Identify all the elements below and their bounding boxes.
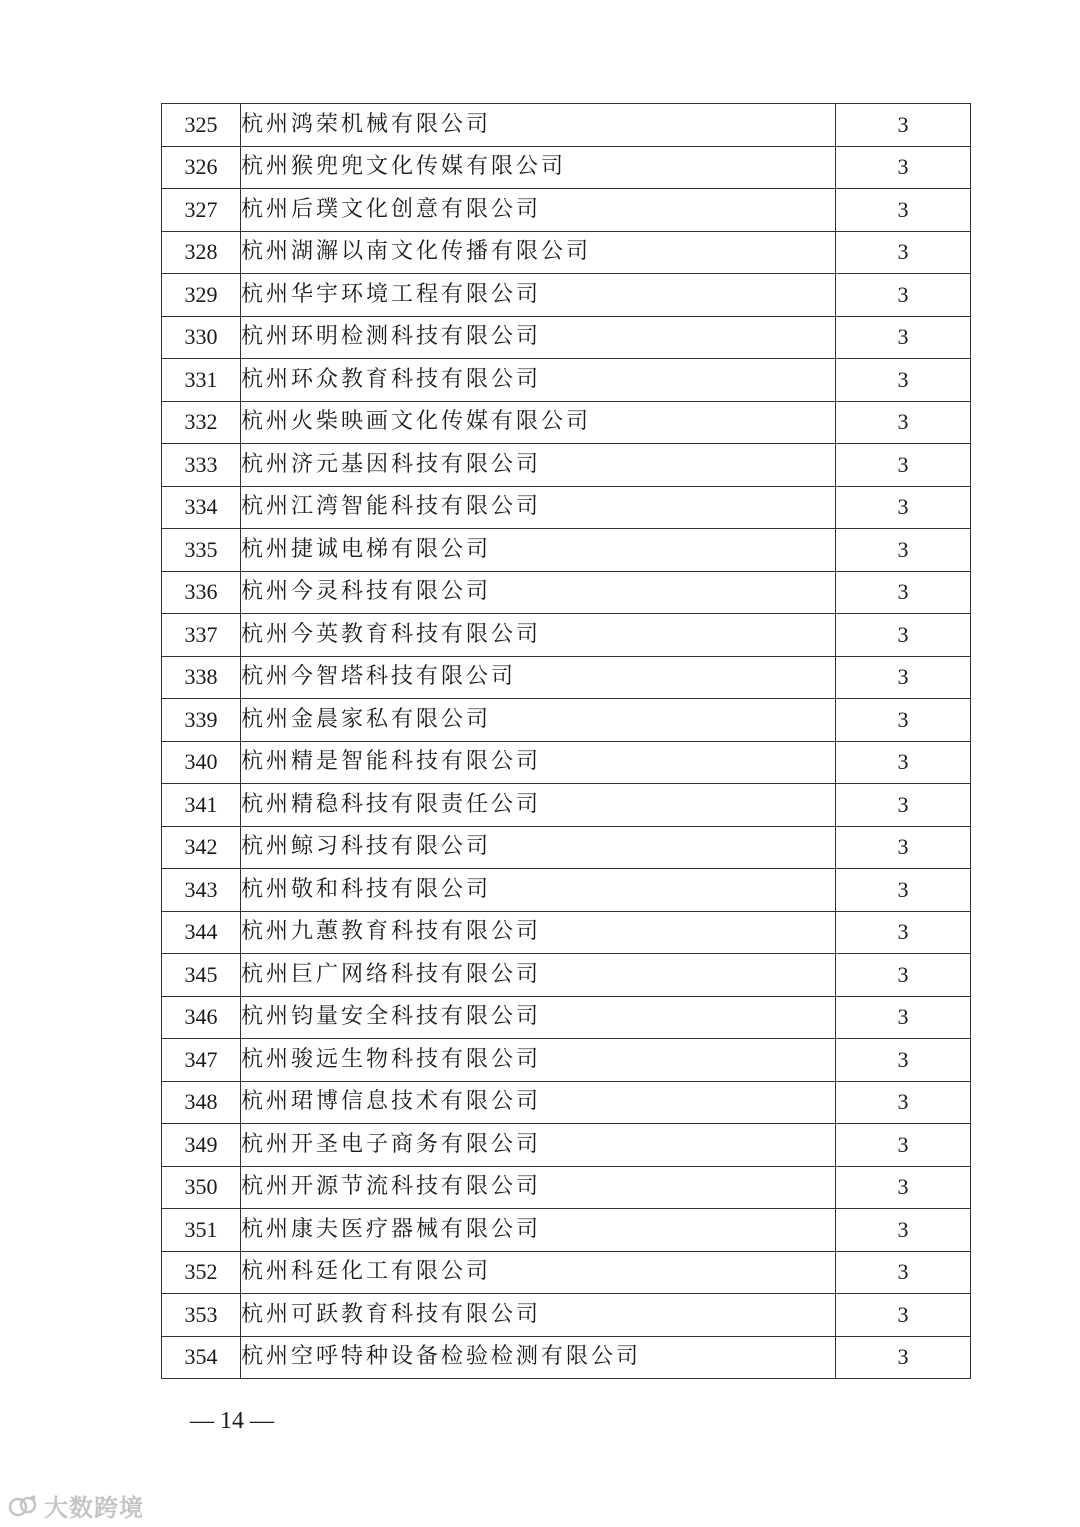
table-row — [162, 274, 971, 317]
row-value: 3 — [836, 699, 971, 742]
row-value: 3 — [836, 614, 971, 657]
table-row — [162, 1081, 971, 1124]
company-name: 杭州湖澥以南文化传播有限公司 — [241, 231, 836, 274]
company-name: 杭州江湾智能科技有限公司 — [241, 486, 836, 529]
company-name: 杭州康夫医疗器械有限公司 — [241, 1209, 836, 1252]
table-row — [162, 954, 971, 997]
table-row — [162, 231, 971, 274]
company-name: 杭州开圣电子商务有限公司 — [241, 1124, 836, 1167]
row-value: 3 — [836, 104, 971, 147]
row-number: 352 — [162, 1251, 241, 1294]
row-number: 339 — [162, 699, 241, 742]
table-row — [162, 826, 971, 869]
company-name: 杭州科廷化工有限公司 — [241, 1251, 836, 1294]
table-row — [162, 486, 971, 529]
row-value: 3 — [836, 146, 971, 189]
company-name: 杭州今英教育科技有限公司 — [241, 614, 836, 657]
row-number: 341 — [162, 784, 241, 827]
row-number: 334 — [162, 486, 241, 529]
table-row — [162, 444, 971, 487]
row-number: 348 — [162, 1081, 241, 1124]
company-name: 杭州敬和科技有限公司 — [241, 869, 836, 912]
row-number: 354 — [162, 1336, 241, 1379]
row-number: 326 — [162, 146, 241, 189]
row-number: 347 — [162, 1039, 241, 1082]
row-value: 3 — [836, 1081, 971, 1124]
table-row — [162, 529, 971, 572]
row-number: 333 — [162, 444, 241, 487]
row-number: 332 — [162, 401, 241, 444]
row-value: 3 — [836, 826, 971, 869]
table-row — [162, 614, 971, 657]
row-value: 3 — [836, 1039, 971, 1082]
table-row — [162, 146, 971, 189]
row-number: 335 — [162, 529, 241, 572]
row-value: 3 — [836, 444, 971, 487]
row-value: 3 — [836, 1166, 971, 1209]
company-name: 杭州钧量安全科技有限公司 — [241, 996, 836, 1039]
row-number: 351 — [162, 1209, 241, 1252]
company-name: 杭州济元基因科技有限公司 — [241, 444, 836, 487]
row-value: 3 — [836, 316, 971, 359]
table-row — [162, 571, 971, 614]
table-row — [162, 1294, 971, 1337]
row-value: 3 — [836, 401, 971, 444]
row-number: 349 — [162, 1124, 241, 1167]
company-name: 杭州火柴映画文化传媒有限公司 — [241, 401, 836, 444]
row-value: 3 — [836, 741, 971, 784]
company-name: 杭州珺博信息技术有限公司 — [241, 1081, 836, 1124]
company-name: 杭州骏远生物科技有限公司 — [241, 1039, 836, 1082]
company-name: 杭州今智塔科技有限公司 — [241, 656, 836, 699]
row-value: 3 — [836, 571, 971, 614]
row-number: 345 — [162, 954, 241, 997]
row-number: 338 — [162, 656, 241, 699]
row-value: 3 — [836, 1336, 971, 1379]
row-number: 331 — [162, 359, 241, 402]
row-number: 325 — [162, 104, 241, 147]
row-number: 344 — [162, 911, 241, 954]
row-value: 3 — [836, 359, 971, 402]
table-row — [162, 104, 971, 147]
table-body — [162, 104, 971, 1379]
table-row — [162, 911, 971, 954]
row-value: 3 — [836, 1124, 971, 1167]
row-value: 3 — [836, 1251, 971, 1294]
row-value: 3 — [836, 954, 971, 997]
company-name: 杭州环明检测科技有限公司 — [241, 316, 836, 359]
table-row — [162, 1336, 971, 1379]
row-value: 3 — [836, 231, 971, 274]
table-row — [162, 401, 971, 444]
row-value: 3 — [836, 1294, 971, 1337]
row-value: 3 — [836, 911, 971, 954]
row-value: 3 — [836, 869, 971, 912]
table-row — [162, 784, 971, 827]
table-row — [162, 359, 971, 402]
company-name: 杭州金晨家私有限公司 — [241, 699, 836, 742]
company-name: 杭州猴兜兜文化传媒有限公司 — [241, 146, 836, 189]
table-row — [162, 996, 971, 1039]
row-number: 330 — [162, 316, 241, 359]
company-name: 杭州九蕙教育科技有限公司 — [241, 911, 836, 954]
table-row — [162, 1209, 971, 1252]
row-number: 343 — [162, 869, 241, 912]
company-name: 杭州后璞文化创意有限公司 — [241, 189, 836, 232]
row-value: 3 — [836, 656, 971, 699]
table-row — [162, 189, 971, 232]
company-name: 杭州捷诚电梯有限公司 — [241, 529, 836, 572]
row-number: 327 — [162, 189, 241, 232]
table-row — [162, 869, 971, 912]
table-row — [162, 1166, 971, 1209]
company-name: 杭州可跃教育科技有限公司 — [241, 1294, 836, 1337]
table-row — [162, 316, 971, 359]
table-row — [162, 1251, 971, 1294]
row-number: 342 — [162, 826, 241, 869]
company-name: 杭州精稳科技有限责任公司 — [241, 784, 836, 827]
row-number: 353 — [162, 1294, 241, 1337]
company-name: 杭州精是智能科技有限公司 — [241, 741, 836, 784]
table-row — [162, 656, 971, 699]
table-row — [162, 741, 971, 784]
brand-logo-icon — [8, 1493, 38, 1519]
row-number: 346 — [162, 996, 241, 1039]
row-number: 350 — [162, 1166, 241, 1209]
watermark-text: 大数跨境 — [44, 1494, 144, 1522]
company-name: 杭州鸿荣机械有限公司 — [241, 104, 836, 147]
page-number: — 14 — — [190, 1408, 274, 1434]
company-name: 杭州开源节流科技有限公司 — [241, 1166, 836, 1209]
table-row — [162, 1124, 971, 1167]
watermark — [8, 1488, 144, 1523]
company-table — [161, 103, 971, 1379]
row-value: 3 — [836, 996, 971, 1039]
company-name: 杭州鲸习科技有限公司 — [241, 826, 836, 869]
company-name: 杭州环众教育科技有限公司 — [241, 359, 836, 402]
row-value: 3 — [836, 1209, 971, 1252]
row-value: 3 — [836, 486, 971, 529]
row-number: 329 — [162, 274, 241, 317]
table-row — [162, 699, 971, 742]
row-number: 328 — [162, 231, 241, 274]
row-value: 3 — [836, 189, 971, 232]
row-value: 3 — [836, 784, 971, 827]
row-number: 337 — [162, 614, 241, 657]
row-number: 336 — [162, 571, 241, 614]
table-row — [162, 1039, 971, 1082]
row-number: 340 — [162, 741, 241, 784]
company-name: 杭州巨广网络科技有限公司 — [241, 954, 836, 997]
row-value: 3 — [836, 274, 971, 317]
company-name: 杭州今灵科技有限公司 — [241, 571, 836, 614]
company-name: 杭州空呼特种设备检验检测有限公司 — [241, 1336, 836, 1379]
row-value: 3 — [836, 529, 971, 572]
company-name: 杭州华宇环境工程有限公司 — [241, 274, 836, 317]
